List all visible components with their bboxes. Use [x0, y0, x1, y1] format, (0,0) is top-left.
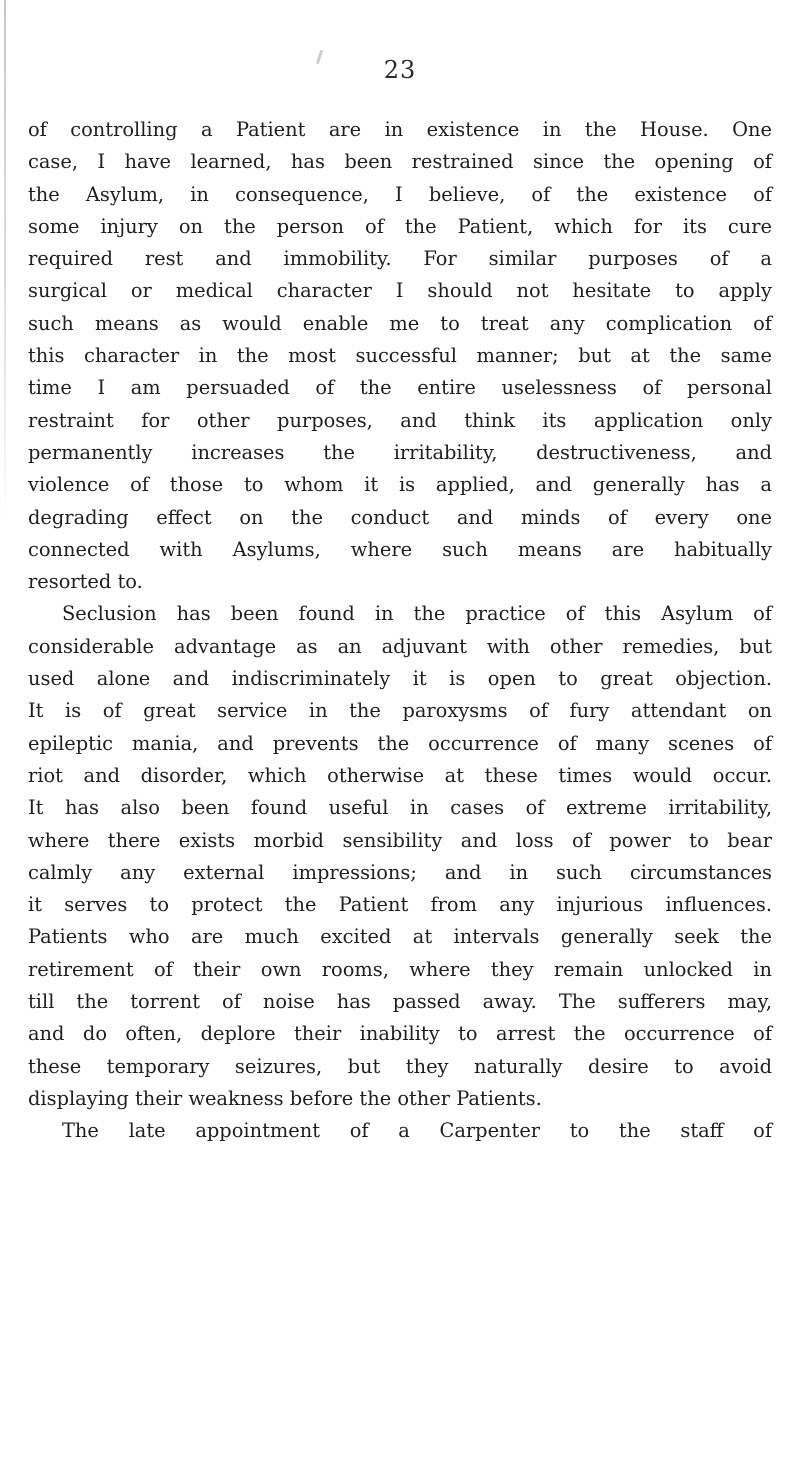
text-line: time I am persuaded of the entire uselessness of personal	[28, 376, 772, 400]
text-line: such means as would enable me to treat any complication of	[28, 311, 772, 335]
text-line: this character in the most successful manner; but at the same	[28, 344, 772, 368]
text-line: Patients who are much excited at intervals generally seek the	[28, 925, 772, 949]
text-line: used alone and indiscriminately it is open to great objection.	[28, 667, 772, 691]
text-line: resorted to.	[28, 570, 143, 594]
text-line: It has also been found useful in cases of extreme irritability,	[28, 796, 772, 820]
text-line: the Asylum, in consequence, I believe, of the existence of	[28, 182, 772, 206]
text-line: considerable advantage as an adjuvant with other remedies, but	[28, 634, 772, 658]
text-line: required rest and immobility. For similar purposes of a	[28, 247, 772, 271]
text-line: violence of those to whom it is applied, and generally has a	[28, 473, 772, 497]
page-number: 23	[383, 56, 417, 84]
text-line: case, I have learned, has been restrained since the opening of	[28, 150, 772, 174]
text-line: and do often, deplore their inability to arrest the occurrence of	[28, 1022, 772, 1046]
text-line: Seclusion has been found in the practice of this Asylum of	[62, 602, 772, 626]
text-line: The late appointment of a Carpenter to the staff of	[62, 1119, 772, 1143]
text-line: It is of great service in the paroxysms of fury attendant on	[28, 699, 772, 723]
text-line: of controlling a Patient are in existence in the House. One	[28, 118, 772, 141]
text-line: epileptic mania, and prevents the occurrence of many scenes of	[28, 731, 772, 755]
text-line: displaying their weakness before the other Patients.	[28, 1086, 542, 1110]
text-line: till the torrent of noise has passed away. The sufferers may,	[28, 990, 772, 1014]
text-line: restraint for other purposes, and think its application only	[28, 408, 772, 432]
text-line: some injury on the person of the Patient, which for its cure	[28, 214, 772, 238]
text-line: where there exists morbid sensibility and loss of power to bear	[28, 828, 772, 852]
text-line: these temporary seizures, but they naturally desire to avoid	[28, 1054, 772, 1078]
text-line: retirement of their own rooms, where they remain unlocked in	[28, 957, 772, 981]
text-line: calmly any external impressions; and in such circumstances	[28, 860, 772, 884]
text-line: connected with Asylums, where such means are habitually	[28, 537, 772, 561]
body-text	[28, 114, 772, 1148]
text-line: it serves to protect the Patient from any injurious influences.	[28, 893, 772, 917]
text-line: surgical or medical character I should not hesitate to apply	[28, 279, 772, 303]
text-line: permanently increases the irritability, destructiveness, and	[28, 440, 772, 464]
text-line: riot and disorder, which otherwise at these times would occur.	[28, 763, 772, 787]
text-line: degrading effect on the conduct and minds of every one	[28, 505, 772, 529]
